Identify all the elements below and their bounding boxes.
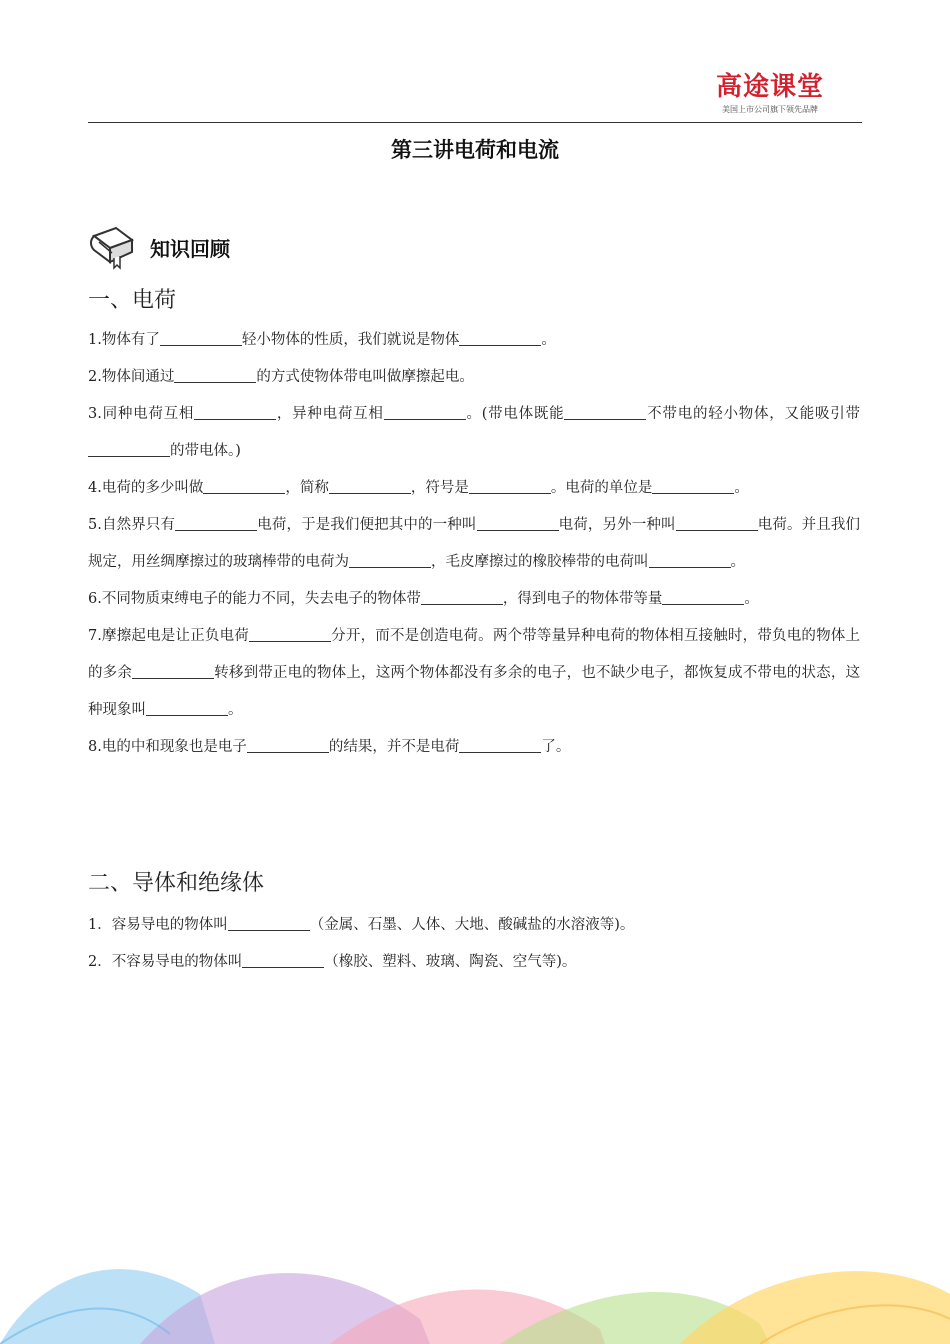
fill-in-blank[interactable] xyxy=(649,549,731,568)
question-text: 。电荷的单位是 xyxy=(550,480,653,496)
fill-in-blank[interactable] xyxy=(469,475,551,494)
question-text: ，符号是 xyxy=(410,480,469,496)
question-text: （金属、石墨、人体、大地、酸碱盐的水溶液等)。 xyxy=(309,917,635,933)
fill-in-blank[interactable] xyxy=(160,327,242,346)
logo xyxy=(700,72,840,115)
question-item xyxy=(88,470,860,507)
question-item xyxy=(88,729,860,766)
question-text: 6.不同物质束缚电子的能力不同，失去电子的物体带 xyxy=(88,591,421,607)
question-item xyxy=(88,618,860,729)
question-text: ，简称 xyxy=(285,480,329,496)
question-text: 轻小物体的性质，我们就说是物体 xyxy=(241,332,460,348)
fill-in-blank[interactable] xyxy=(662,586,744,605)
fill-in-blank[interactable] xyxy=(203,475,285,494)
decorative-footer xyxy=(0,1234,950,1344)
fill-in-blank[interactable] xyxy=(349,549,431,568)
question-item xyxy=(88,907,860,944)
fill-in-blank[interactable] xyxy=(249,623,331,642)
fill-in-blank[interactable] xyxy=(174,364,256,383)
section-heading-charge: 一、电荷 xyxy=(88,288,177,313)
question-text: 转移到带正电的物体上，这两个物体都没有多余的电子，也不缺少电子，都恢复成不带电的状态，这种现象叫 xyxy=(88,665,861,718)
fill-in-blank[interactable] xyxy=(564,401,646,420)
question-text: 。 xyxy=(734,480,749,496)
logo-subtitle: 美国上市公司旗下领先品牌 xyxy=(722,105,818,114)
question-text: 。 xyxy=(541,332,556,348)
fill-in-blank[interactable] xyxy=(242,949,324,968)
question-text: 分开，而不是创造电荷。两个带等量异种电荷的物体相互接触时，带负电的物体上的多余 xyxy=(88,628,860,681)
fill-in-blank[interactable] xyxy=(652,475,734,494)
question-item xyxy=(88,507,860,581)
knowledge-review-header xyxy=(88,222,230,272)
fill-in-blank[interactable] xyxy=(676,512,758,531)
question-text: 1.物体有了 xyxy=(88,332,160,348)
knowledge-review-label: 知识回顾 xyxy=(150,236,230,261)
question-text: 的带电体。) xyxy=(170,443,241,459)
question-text: 的方式使物体带电叫做摩擦起电。 xyxy=(256,369,474,385)
question-text: 2.物体间通过 xyxy=(88,369,175,385)
question-text: ，得到电子的物体带等量 xyxy=(502,591,663,607)
question-text: 。 xyxy=(228,702,243,718)
question-text: ，毛皮摩擦过的橡胶棒带的电荷叫 xyxy=(431,554,649,570)
fill-in-blank[interactable] xyxy=(175,512,257,531)
fill-in-blank[interactable] xyxy=(132,660,214,679)
question-text: （橡胶、塑料、玻璃、陶瓷、空气等)。 xyxy=(324,954,577,970)
fill-in-blank[interactable] xyxy=(194,401,276,420)
header-divider xyxy=(88,122,862,123)
question-text: 7.摩擦起电是让正负电荷 xyxy=(88,628,249,644)
question-text: 5.自然界只有 xyxy=(88,517,176,533)
question-item xyxy=(88,359,860,396)
section-heading-conductors: 二、导体和绝缘体 xyxy=(88,871,265,896)
question-text: 。 xyxy=(744,591,759,607)
question-text: 。(带电体既能 xyxy=(465,406,565,422)
fill-in-blank[interactable] xyxy=(459,734,541,753)
fill-in-blank[interactable] xyxy=(421,586,503,605)
fill-in-blank[interactable] xyxy=(459,327,541,346)
question-item xyxy=(88,944,860,981)
fill-in-blank[interactable] xyxy=(228,912,310,931)
question-text: 。 xyxy=(730,554,745,570)
question-text: 8.电的中和现象也是电子 xyxy=(88,739,247,755)
question-text: ，异种电荷互相 xyxy=(276,406,384,422)
question-item xyxy=(88,581,860,618)
fill-in-blank[interactable] xyxy=(88,438,170,457)
question-text: 不带电的轻小物体，又能吸引带 xyxy=(646,406,861,422)
question-text: 电荷，另外一种叫 xyxy=(558,517,676,533)
question-item xyxy=(88,322,860,359)
book-icon xyxy=(88,222,138,272)
question-item xyxy=(88,396,860,470)
question-text: 4.电荷的多少叫做 xyxy=(88,480,204,496)
question-text: 电荷，于是我们便把其中的一种叫 xyxy=(257,517,477,533)
question-text: 电荷。并且我们规定，用丝绸摩擦过的玻璃棒带的电荷为 xyxy=(88,517,861,570)
fill-in-blank[interactable] xyxy=(329,475,411,494)
fill-in-blank[interactable] xyxy=(247,734,329,753)
conductor-questions xyxy=(88,907,860,981)
question-text: 1．容易导电的物体叫 xyxy=(88,917,228,933)
logo-main: 高途课堂 xyxy=(715,72,824,102)
question-text: 了。 xyxy=(541,739,571,755)
fill-in-blank[interactable] xyxy=(477,512,559,531)
fill-in-blank[interactable] xyxy=(146,697,228,716)
question-text: 2．不容易导电的物体叫 xyxy=(88,954,243,970)
fill-in-blank[interactable] xyxy=(384,401,466,420)
page-title: 第三讲电荷和电流 xyxy=(391,138,559,162)
question-text: 3.同种电荷互相 xyxy=(88,406,195,422)
charge-questions xyxy=(88,322,860,766)
question-text: 的结果，并不是电荷 xyxy=(328,739,460,755)
